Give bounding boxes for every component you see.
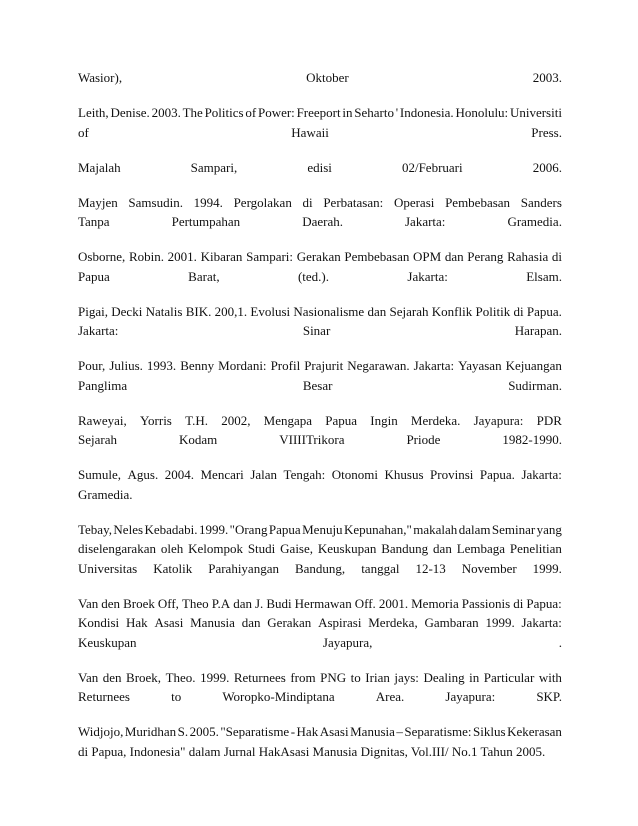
entry-word: Kelompok bbox=[188, 541, 243, 556]
entry-word: Sudirman. bbox=[508, 377, 562, 393]
bibliography-entry bbox=[78, 520, 562, 579]
entry-word: Area. bbox=[375, 689, 405, 704]
entry-word: Tebay, bbox=[78, 521, 112, 537]
entry-line bbox=[78, 485, 562, 505]
entry-word: Studi bbox=[247, 541, 276, 556]
entry-word: Nasionalisme bbox=[293, 303, 365, 319]
entry-word: Keuskupan bbox=[317, 541, 377, 556]
entry-word: Papua. bbox=[526, 303, 562, 319]
entry-word: 12-13 bbox=[415, 560, 446, 576]
entry-line bbox=[78, 158, 562, 178]
entry-word: Memoria bbox=[411, 595, 459, 611]
entry-word: Majalah bbox=[78, 159, 121, 175]
bibliography-entry bbox=[78, 247, 562, 286]
entry-line bbox=[78, 722, 562, 742]
entry-word: Merdeka. bbox=[410, 412, 461, 428]
entry-word: 1999. bbox=[198, 521, 229, 537]
entry-word: Sampari, bbox=[190, 159, 238, 175]
entry-word: Osborne, bbox=[78, 249, 126, 264]
entry-word: 1994. bbox=[193, 194, 223, 210]
entry-word: 1999. bbox=[532, 560, 562, 576]
entry-word: Freeport bbox=[296, 105, 341, 120]
entry-word: dalam bbox=[458, 521, 491, 537]
bibliography-entry bbox=[78, 668, 562, 707]
entry-word: 2006. bbox=[532, 159, 562, 175]
entry-word: Van bbox=[78, 669, 99, 685]
entry-word: Bandung, bbox=[294, 560, 346, 576]
entry-word: Kebadabi. bbox=[144, 521, 198, 537]
entry-word: Manusia bbox=[190, 615, 235, 630]
entry-word: 2001. bbox=[378, 595, 409, 611]
entry-word: Pertumpahan bbox=[171, 214, 241, 229]
entry-word: Barat, bbox=[188, 268, 220, 284]
entry-word: 1982-1990. bbox=[502, 432, 562, 447]
entry-word: Perang bbox=[467, 249, 504, 264]
entry-line bbox=[78, 465, 562, 485]
entry-word: Asasi bbox=[319, 724, 349, 739]
bibliography-entry bbox=[78, 68, 562, 88]
entry-line bbox=[78, 430, 562, 450]
entry-word: Passionis bbox=[461, 595, 511, 611]
entry-line bbox=[78, 668, 562, 688]
entry-word: in bbox=[469, 669, 480, 685]
entry-word: Natalis bbox=[145, 303, 183, 319]
entry-line bbox=[78, 247, 562, 267]
entry-word: Negarawan. bbox=[347, 358, 410, 373]
entry-word: Sinar bbox=[302, 323, 331, 338]
entry-word: Irian bbox=[365, 669, 390, 685]
entry-line bbox=[78, 193, 562, 213]
entry-word: Prajurit bbox=[304, 358, 344, 373]
entry-line bbox=[78, 520, 562, 540]
entry-word: Sampari: bbox=[246, 249, 294, 264]
entry-word: 200,1. bbox=[214, 303, 248, 319]
entry-word: OPM bbox=[413, 249, 442, 264]
entry-word: Widjojo, bbox=[78, 724, 124, 739]
entry-word: VIIIITrikora bbox=[279, 432, 345, 447]
entry-word: Kondisi bbox=[78, 615, 120, 630]
entry-word: with bbox=[538, 669, 562, 685]
entry-word: Muridhan bbox=[124, 724, 177, 739]
entry-word: "Orang bbox=[229, 521, 268, 537]
entry-word: Panglima bbox=[78, 377, 128, 393]
entry-word: Oktober bbox=[306, 70, 349, 85]
entry-word: jays: bbox=[394, 669, 419, 685]
bibliography-entry bbox=[78, 356, 562, 395]
entry-word: 2005. bbox=[189, 724, 219, 739]
entry-word: Tengah: bbox=[283, 467, 326, 482]
entry-line bbox=[78, 302, 562, 322]
entry-word: Politik bbox=[475, 303, 511, 319]
entry-word: Jayapura: bbox=[473, 412, 524, 428]
entry-word: Neles bbox=[113, 521, 144, 537]
entry-word: PDR bbox=[536, 412, 562, 428]
entry-word: Konflik bbox=[431, 303, 473, 319]
entry-word: oleh bbox=[160, 541, 184, 556]
entry-word: Broek bbox=[123, 595, 155, 611]
entry-word: Sanders bbox=[520, 194, 562, 210]
entry-word: Menuju bbox=[302, 521, 343, 537]
entry-word: Jakarta: bbox=[521, 615, 562, 630]
entry-line bbox=[78, 68, 562, 88]
entry-word: Seharto bbox=[354, 105, 394, 120]
entry-word: Lembaga bbox=[456, 541, 506, 556]
entry-line bbox=[78, 613, 562, 633]
entry-word: Dealing bbox=[423, 669, 465, 685]
entry-word: Wasior), bbox=[78, 70, 123, 85]
entry-line bbox=[78, 123, 562, 143]
entry-word: Siklus bbox=[473, 724, 506, 739]
entry-word: Pembebasan bbox=[344, 249, 410, 264]
entry-word: Penelitian bbox=[509, 541, 562, 556]
entry-word: Bandung bbox=[381, 541, 429, 556]
entry-word: Hak bbox=[296, 724, 319, 739]
entry-word: 1999. bbox=[485, 615, 515, 630]
entry-word: Power: bbox=[257, 105, 295, 120]
entry-word: Katolik bbox=[153, 560, 193, 576]
entry-word: Politics bbox=[204, 105, 244, 120]
entry-word: Rahasia bbox=[507, 249, 549, 264]
entry-word: Parahiyangan bbox=[208, 560, 279, 576]
entry-word: Returnees bbox=[233, 669, 286, 685]
entry-word: Jakarta: bbox=[407, 268, 448, 284]
entry-word: Papua bbox=[78, 268, 110, 284]
entry-line bbox=[78, 559, 562, 579]
entry-word: Robin. bbox=[128, 249, 164, 264]
entry-word: Mayjen bbox=[78, 194, 118, 210]
entry-word: di bbox=[302, 194, 313, 210]
entry-word: Otonomi bbox=[331, 467, 378, 482]
entry-word: Operasi bbox=[393, 194, 435, 210]
entry-word: T.H. bbox=[185, 412, 208, 428]
entry-word: Off. bbox=[354, 595, 376, 611]
entry-line bbox=[78, 267, 562, 287]
entry-line bbox=[78, 539, 562, 559]
entry-word: Papua: bbox=[526, 595, 562, 611]
entry-word: 1993. bbox=[146, 358, 177, 373]
entry-word: Denise. bbox=[110, 105, 150, 120]
entry-word: Gambaran bbox=[424, 615, 479, 630]
entry-word: Decki bbox=[111, 303, 143, 319]
entry-line bbox=[78, 687, 562, 707]
entry-word: Harapan. bbox=[514, 323, 562, 338]
entry-word: – bbox=[396, 724, 403, 739]
bibliography-entry bbox=[78, 722, 562, 761]
entry-word: di bbox=[513, 303, 524, 319]
entry-word: Kekerasan bbox=[507, 724, 562, 739]
bibliography-entry bbox=[78, 103, 562, 142]
entry-word: Kejuangan bbox=[505, 358, 562, 373]
entry-word: of bbox=[245, 105, 257, 120]
entry-word: Returnees bbox=[78, 689, 130, 704]
entry-word: Kodam bbox=[178, 432, 218, 447]
entry-word: Jakarta: bbox=[78, 323, 119, 338]
entry-word: Asasi bbox=[154, 615, 184, 630]
entry-word: Gramedia. bbox=[78, 486, 133, 502]
entry-word: Sumule, bbox=[78, 467, 121, 482]
entry-word: Seminar bbox=[491, 521, 536, 537]
entry-word: Ingin bbox=[370, 412, 398, 428]
entry-word: Kepunahan," bbox=[344, 521, 412, 537]
entry-word: Papua bbox=[268, 521, 301, 537]
bibliography-entry bbox=[78, 302, 562, 341]
entry-word: from bbox=[290, 669, 316, 685]
entry-word: Hak bbox=[125, 615, 148, 630]
entry-word: di bbox=[513, 595, 524, 611]
entry-word: SKP. bbox=[536, 689, 562, 704]
entry-word: Jalan bbox=[250, 467, 278, 482]
entry-word: Raweyai, bbox=[78, 412, 127, 428]
entry-word: edisi bbox=[307, 159, 332, 175]
entry-word: Jakarta: bbox=[405, 214, 446, 229]
entry-word: Keuskupan bbox=[78, 634, 137, 650]
bibliography-entry bbox=[78, 465, 562, 504]
entry-word: Yayasan bbox=[458, 358, 502, 373]
entry-word: Samsudin. bbox=[128, 194, 183, 210]
entry-word: November bbox=[461, 560, 517, 576]
entry-word: 1999. bbox=[200, 669, 230, 685]
entry-word: Pour, bbox=[78, 358, 106, 373]
entry-word: PNG bbox=[320, 669, 347, 685]
entry-word: 2002, bbox=[221, 412, 251, 428]
entry-word: Tanpa bbox=[78, 214, 110, 229]
entry-word: dan bbox=[241, 615, 261, 630]
entry-word: Hawaii bbox=[291, 124, 329, 140]
entry-word: Universiti bbox=[509, 105, 562, 120]
entry-line bbox=[78, 411, 562, 431]
entry-word: in bbox=[342, 105, 353, 120]
entry-word: Julius. bbox=[109, 358, 143, 373]
entry-word: Hermawan bbox=[294, 595, 352, 611]
entry-word: Mengapa bbox=[263, 412, 313, 428]
entry-word: Jayapura, bbox=[322, 634, 373, 650]
entry-word: tanggal bbox=[361, 560, 400, 576]
entry-word: 2003. bbox=[151, 105, 181, 120]
entry-word: Aspirasi bbox=[318, 615, 362, 630]
entry-word: Theo bbox=[181, 595, 209, 611]
entry-word: 2003. bbox=[532, 70, 562, 85]
entry-word: Sejarah bbox=[389, 303, 429, 319]
entry-word: Jakarta: bbox=[413, 358, 455, 373]
entry-word: Leith, bbox=[78, 105, 109, 120]
entry-line bbox=[78, 594, 562, 614]
entry-word: dan bbox=[444, 249, 464, 264]
entry-word: Theo. bbox=[165, 669, 196, 685]
entry-word: Pergolakan bbox=[233, 194, 292, 210]
entry-word: den bbox=[102, 669, 122, 685]
entry-word: dan bbox=[433, 541, 452, 556]
entry-word: Benny bbox=[180, 358, 215, 373]
entry-word: Pembebasan bbox=[445, 194, 511, 210]
entry-word: makalah bbox=[413, 521, 458, 537]
entry-word: The bbox=[182, 105, 203, 120]
entry-word: dan bbox=[367, 303, 387, 319]
entry-word: yang bbox=[536, 521, 562, 537]
entry-word: - bbox=[290, 724, 296, 739]
entry-word: Gramedia. bbox=[507, 214, 562, 229]
entry-word: diselengarakan bbox=[78, 541, 156, 556]
entry-word: Woropko-Mindiptana bbox=[222, 689, 335, 704]
entry-word: 02/Februari bbox=[401, 159, 463, 175]
entry-word: Press. bbox=[531, 124, 562, 140]
entry-word: di Papua, Indonesia" dalam Jurnal HakAsasi Manusia Dignitas, Vol.III/ No.1 Tahun 2005. bbox=[78, 743, 546, 759]
entry-word: Gaise, bbox=[280, 541, 314, 556]
entry-word: Mordani: bbox=[218, 358, 267, 373]
entry-word: Merdeka, bbox=[368, 615, 418, 630]
bibliography-page bbox=[78, 68, 562, 777]
entry-word: Elsam. bbox=[526, 268, 562, 284]
entry-word: P.A bbox=[211, 595, 231, 611]
entry-word: (ted.). bbox=[297, 268, 330, 284]
entry-word: S. bbox=[177, 724, 189, 739]
bibliography-entry bbox=[78, 411, 562, 450]
entry-word: Papua. bbox=[479, 467, 515, 482]
entry-line bbox=[78, 742, 562, 762]
entry-word: Gerakan bbox=[267, 615, 312, 630]
entry-word: dan bbox=[233, 595, 252, 611]
entry-word: Yorris bbox=[139, 412, 172, 428]
entry-word: Indonesia. bbox=[399, 105, 454, 120]
entry-word: Besar bbox=[302, 377, 333, 393]
entry-word: Particular bbox=[483, 669, 535, 685]
entry-word: di bbox=[551, 249, 562, 264]
entry-word: Manusia bbox=[350, 724, 395, 739]
entry-word: "Separatisme bbox=[220, 724, 290, 739]
entry-word: 2001. bbox=[167, 249, 197, 264]
entry-word: Papua bbox=[325, 412, 358, 428]
entry-line bbox=[78, 212, 562, 232]
entry-word: Sejarah bbox=[78, 432, 117, 447]
entry-word: Evolusi bbox=[250, 303, 291, 319]
entry-word: Mencari bbox=[200, 467, 244, 482]
entry-word: Separatisme: bbox=[404, 724, 472, 739]
entry-word: Pigai, bbox=[78, 303, 108, 319]
entry-line bbox=[78, 356, 562, 376]
entry-word: Agus. bbox=[127, 467, 159, 482]
entry-word: to bbox=[350, 669, 361, 685]
entry-word: Universitas bbox=[78, 560, 138, 576]
entry-word: . bbox=[558, 634, 562, 650]
entry-word: Off, bbox=[157, 595, 179, 611]
entry-word: Perbatasan: bbox=[323, 194, 384, 210]
entry-line bbox=[78, 633, 562, 653]
entry-word: Honolulu: bbox=[455, 105, 509, 120]
entry-word: Provinsi bbox=[430, 467, 474, 482]
entry-word: Daerah. bbox=[302, 214, 343, 229]
bibliography-entry bbox=[78, 158, 562, 178]
entry-word: Kibaran bbox=[200, 249, 243, 264]
entry-word: Gerakan bbox=[296, 249, 341, 264]
entry-line bbox=[78, 376, 562, 396]
entry-word: J. bbox=[255, 595, 264, 611]
entry-word: Budi bbox=[266, 595, 292, 611]
entry-word: ' bbox=[395, 105, 399, 120]
entry-line bbox=[78, 321, 562, 341]
entry-word: BIK. bbox=[185, 303, 212, 319]
entry-word: den bbox=[101, 595, 121, 611]
entry-word: 2004. bbox=[164, 467, 194, 482]
entry-word: Van bbox=[78, 595, 99, 611]
bibliography-entry bbox=[78, 594, 562, 653]
bibliography-entry bbox=[78, 193, 562, 232]
entry-word: Profil bbox=[270, 358, 301, 373]
entry-word: Priode bbox=[406, 432, 441, 447]
entry-line bbox=[78, 103, 562, 123]
entry-word: to bbox=[171, 689, 182, 704]
entry-word: Jakarta: bbox=[521, 467, 562, 482]
entry-word: Broek, bbox=[126, 669, 162, 685]
entry-word: of bbox=[78, 124, 89, 140]
entry-word: Khusus bbox=[384, 467, 424, 482]
entry-word: Jayapura: bbox=[445, 689, 496, 704]
